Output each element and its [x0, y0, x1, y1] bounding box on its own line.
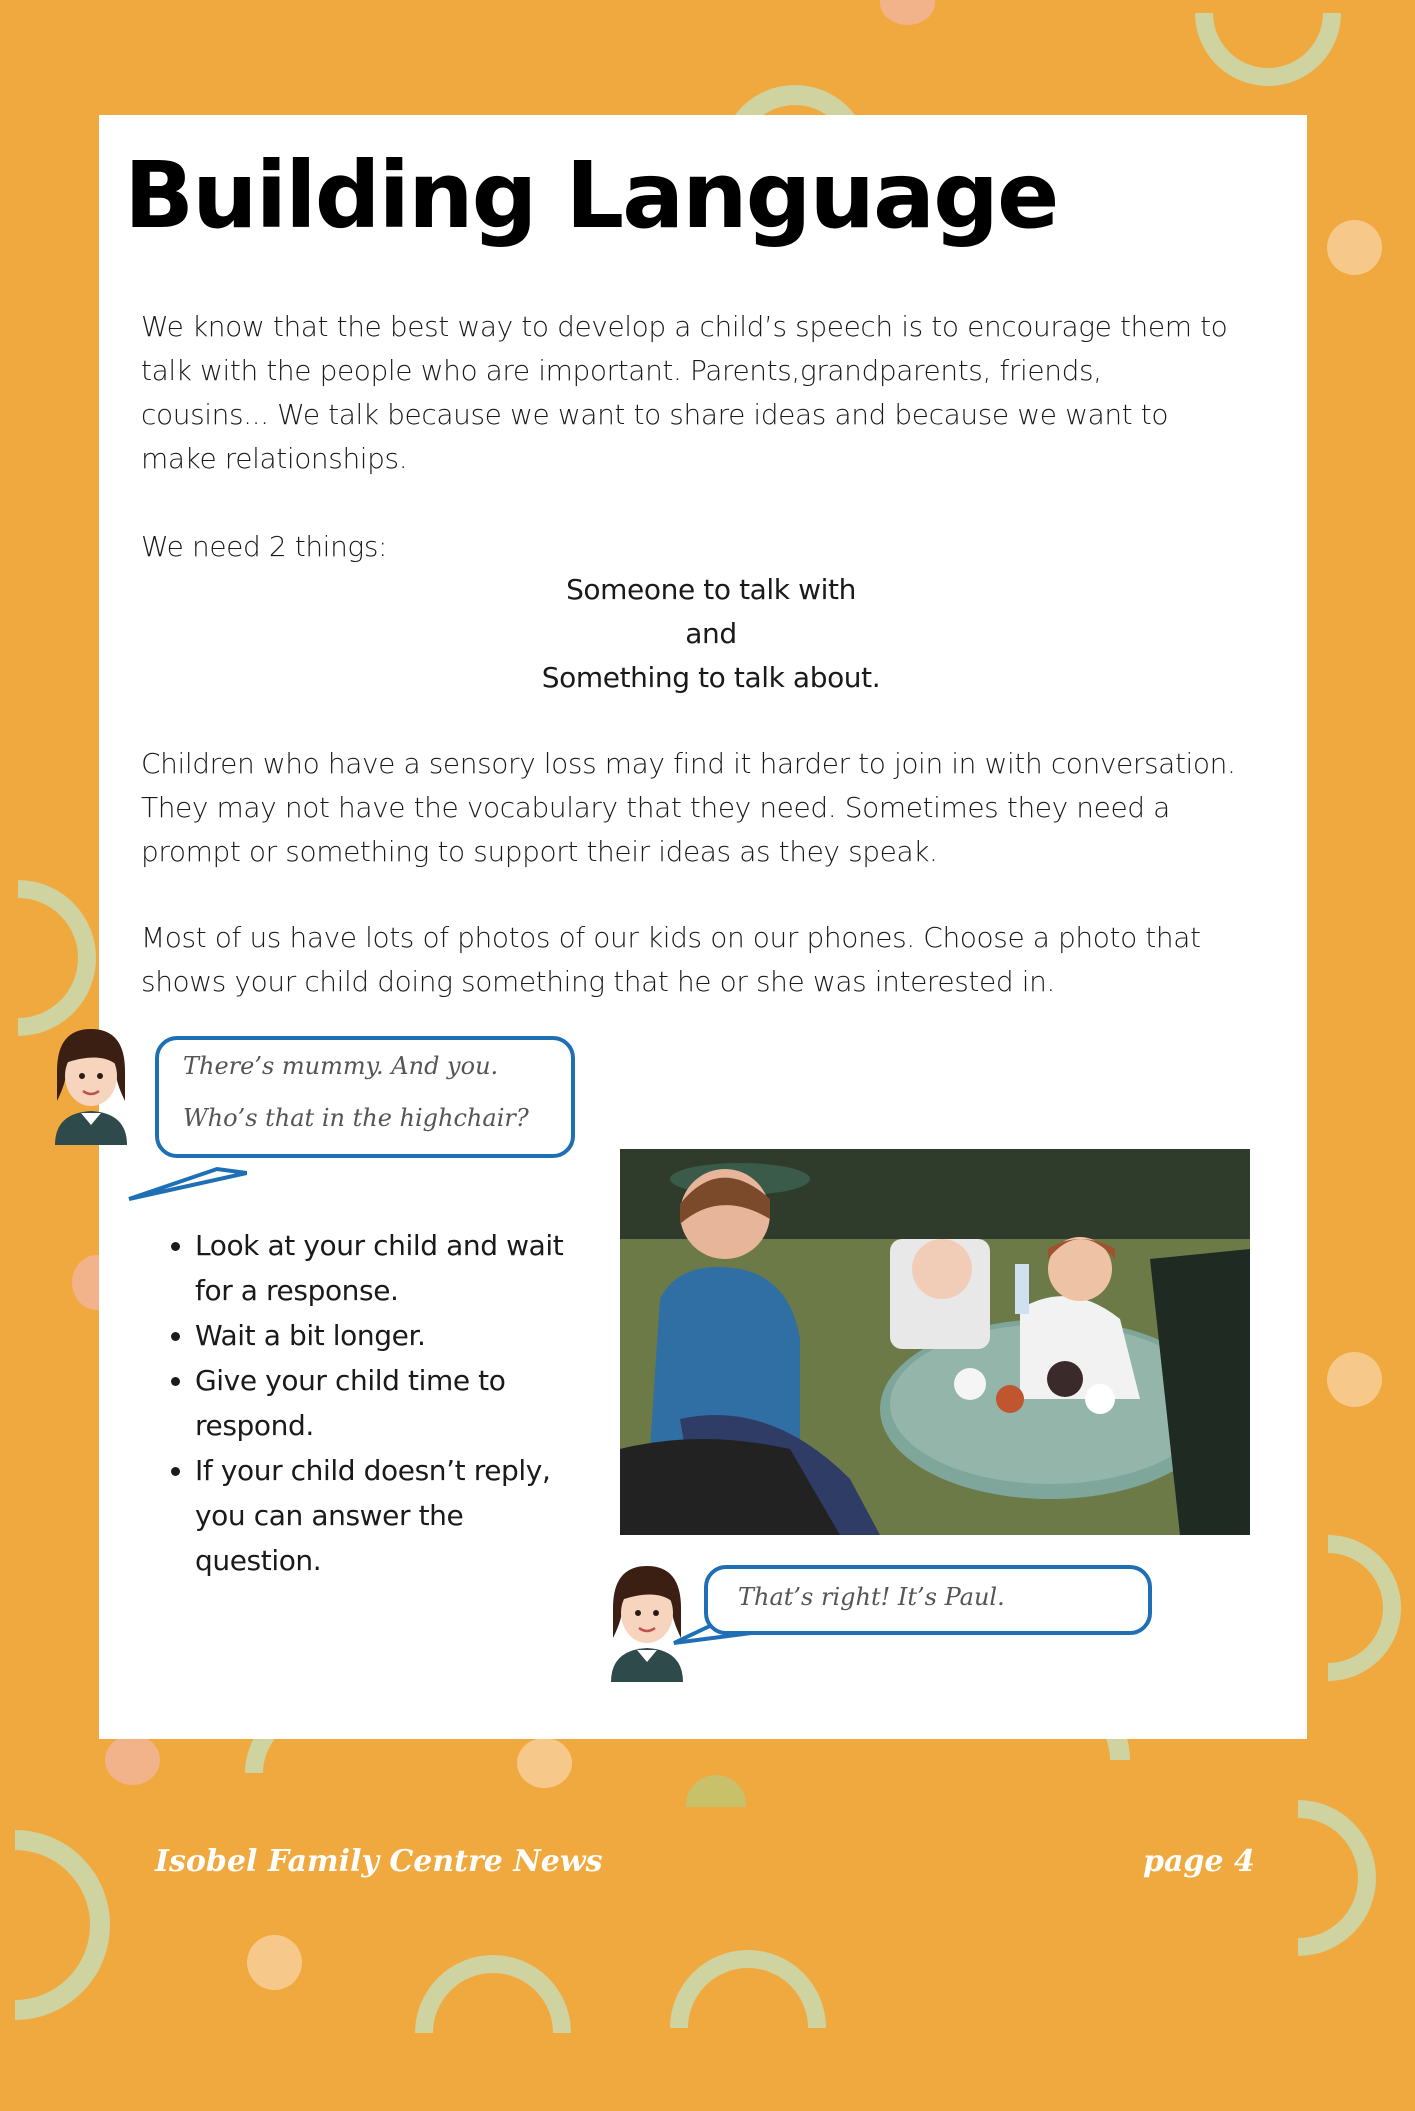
- woman-avatar-icon: [45, 1021, 137, 1145]
- text-line: make relationships.: [141, 442, 408, 475]
- text-line: Children who have a sensory loss may find it harder to join in with conversation.: [141, 747, 1236, 780]
- speech-bubble-2: [704, 1565, 1152, 1635]
- decor-dot: [247, 1935, 302, 1990]
- bubble-line: Who’s that in the highchair?: [183, 1104, 529, 1132]
- text-line: Something to talk about.: [541, 661, 881, 694]
- family-photo-illustration: [620, 1149, 1250, 1535]
- sensory-loss-paragraph: [141, 742, 1281, 874]
- speech-bubble-1: [155, 1036, 575, 1158]
- list-item: • If your child doesn’t reply, you can answer the question.: [195, 1448, 665, 1583]
- decor-ring: [415, 1955, 571, 2111]
- text-line: Someone to talk with: [566, 573, 856, 606]
- text-line: cousins... We talk because we want to share ideas and because we want to: [141, 398, 1169, 431]
- page-title: Building Language: [124, 142, 1058, 249]
- bubble-line: That’s right! It’s Paul.: [738, 1583, 1005, 1611]
- text-line: shows your child doing something that he or she was interested in.: [141, 965, 1055, 998]
- intro-paragraph: [141, 305, 1281, 481]
- decor-ring: [670, 1950, 826, 2106]
- need-two-things: We need 2 things:: [141, 530, 388, 563]
- tips-list: [167, 1223, 665, 1583]
- family-photo: [620, 1149, 1250, 1535]
- list-item: • Wait a bit longer.: [195, 1313, 665, 1358]
- text-line: talk with the people who are important. Parents,grandparents, friends,: [141, 354, 1102, 387]
- list-item: • Give your child time to respond.: [195, 1358, 665, 1448]
- decor-ring: [1195, 0, 1341, 86]
- text-line: prompt or something to support their ideas as they speak.: [141, 835, 938, 868]
- text-line: They may not have the vocabulary that they need. Sometimes they need a: [141, 791, 1170, 824]
- text-line: and: [685, 617, 737, 650]
- decor-dot: [686, 1775, 746, 1807]
- list-item: • Look at your child and wait for a response.: [195, 1223, 665, 1313]
- decor-ring: [0, 880, 96, 1036]
- decor-dot: [517, 1738, 572, 1788]
- two-things-list: [141, 568, 1281, 700]
- decor-dot: [105, 1735, 160, 1785]
- bubble-line: There’s mummy. And you.: [183, 1052, 499, 1080]
- text-line: Most of us have lots of photos of our kids on our phones. Choose a photo that: [141, 921, 1201, 954]
- decor-dot: [1327, 220, 1382, 275]
- decor-dot: [1327, 1352, 1382, 1407]
- decor-dot: [880, 0, 935, 25]
- footer-page-number: page 4: [1143, 1844, 1255, 1879]
- content-card: [99, 115, 1307, 1739]
- avatar: [45, 1021, 137, 1145]
- decor-ring: [0, 1830, 110, 2020]
- text-line: We know that the best way to develop a child’s speech is to encourage them to: [141, 310, 1228, 343]
- footer-newsletter-name: Isobel Family Centre News: [155, 1844, 603, 1879]
- photos-paragraph: [141, 916, 1281, 1004]
